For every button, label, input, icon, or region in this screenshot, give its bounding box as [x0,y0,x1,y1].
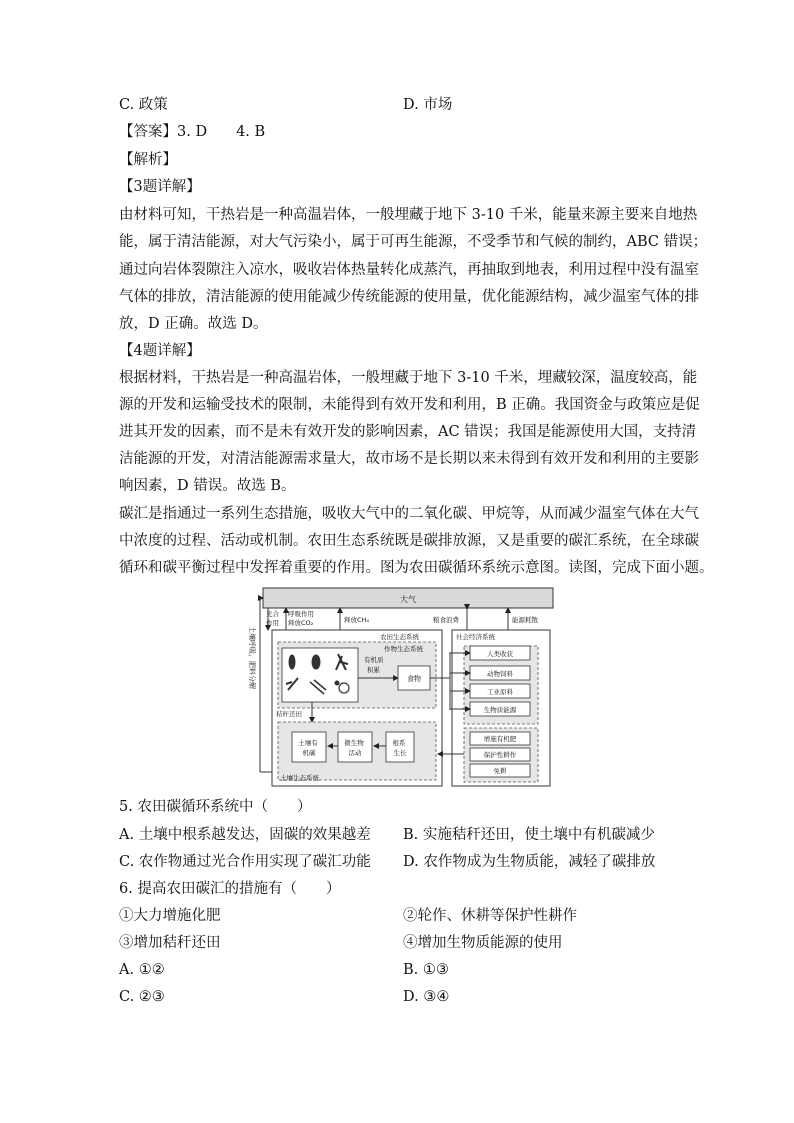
organic-fertilizer-label: 增施有机肥 [483,735,517,743]
no-till-label: 免耕 [493,767,507,775]
q5-option-b: B. 实施秸秆还田，使土壤中有机碳减少 [403,827,655,843]
feed-label: 动物饲料 [487,670,513,678]
q5-option-a: A. 土壤中根系越发达，固碳的效果越差 [119,827,371,843]
analysis-label: 【解析】 [119,152,177,168]
q6-option-b: B. ①③ [403,962,449,978]
root-growth-box [386,732,414,762]
organic-matter-label: 有机质 积累 [364,656,384,674]
harvest-label: 人类收获 [487,650,513,658]
food-label: 食物 [407,675,421,683]
soil-respiration-label: 土壤呼吸，肥料分解 [248,626,256,689]
conservation-tillage-label: 保护性耕作 [483,751,517,759]
root-growth-label: 根系 生长 [392,739,407,757]
respiration-label: 呼吸作用 释放CO₂ [288,610,314,627]
farmland-system-label: 农田生态系统 [380,633,419,641]
option-d-prev: D. 市场 [403,97,453,113]
q4-line: 洁能源的开发，对清洁能源需求量大，故市场不是长期以来未得到有效开发和利用的主要影 [119,451,699,467]
methane-label: 释放CH₄ [344,616,370,624]
carbon-cycle-diagram [240,586,556,792]
q4-line: 响因素，D 错误。故选 B。 [119,478,296,494]
industrial-label: 工业原料 [487,688,513,696]
q3-line: 气体的排放，清洁能源的使用能减少传统能源的使用量，优化能源结构，减少温室气体的排 [119,289,699,305]
q6-item-2: ②轮作、休耕等保护性耕作 [403,908,577,924]
soil-organic-carbon-label: 土壤有 机碳 [298,739,318,757]
q5-option-d: D. 农作物成为生物质能，减轻了碳排放 [403,854,656,870]
seed-icon [335,681,339,685]
q5-option-c: C. 农作物通过光合作用实现了碳汇功能 [119,854,371,870]
q3-line: 由材料可知，干热岩是一种高温岩体，一般埋藏于地下 3-10 千米，能量来源主要来自地热 [119,207,698,223]
energy-use-label: 能源耗散 [512,616,538,624]
photosynthesis-label: 光合 作用 [266,610,279,627]
microbial-activity-box [338,732,372,762]
q4-line: 根据材料，干热岩是一种高温岩体，一般埋藏于地下 3-10 千米，埋藏较深，温度较高，能 [119,370,698,386]
q4-line: 进其开发的因素，而不是未有效开发的影响因素，AC 错误；我国是能源使用大国，支持清 [119,424,697,440]
wheat-icon [289,655,295,669]
microbial-activity-label: 微生物 活动 [344,739,364,757]
q5-stem: 5. 农田碳循环系统中（ ） [119,799,312,815]
option-c-prev: C. 政策 [119,97,168,113]
passage-line: 碳汇是指通过一系列生态措施，吸收大气中的二氧化碳、甲烷等，从而减少温室气体在大气 [119,506,699,522]
q3-line: 放，D 正确。故选 D。 [119,316,268,332]
q6-stem: 6. 提高农田碳汇的措施有（ ） [119,881,341,897]
soil-organic-carbon-box [292,732,326,762]
soil-system-label: 土壤生态系统 [280,774,319,782]
atmosphere-label: 大气 [400,595,416,604]
q6-option-d: D. ③④ [403,989,450,1005]
q3-line: 通过向岩体裂隙注入凉水，吸收岩体热量转化成蒸汽，再抽取到地表，利用过程中没有温室 [119,262,699,278]
answer-line: 【答案】3. D 4. B [119,124,266,140]
passage-line: 中浓度的过程、活动或机制。农田生态系统既是碳排放源，又是重要的碳汇系统，在全球碳 [119,533,699,549]
q4-line: 源的开发和运输受技术的限制，未能得到有效开发和利用，B 正确。我国资金与政策应是促 [119,397,700,413]
passage-line: 循环和碳平衡过程中发挥着重要的作用。图为农田碳循环系统示意图。读图，完成下面小题。 [119,560,714,576]
straw-return-label: 秸秆还田 [276,710,302,718]
grain-waste-label: 粮食浪费 [433,616,459,624]
q6-item-1: ①大力增施化肥 [119,908,221,924]
q3-label: 【3题详解】 [119,179,201,195]
q6-option-a: A. ①② [119,962,165,978]
q6-item-4: ④增加生物质能源的使用 [403,935,563,951]
q4-label: 【4题详解】 [119,343,201,359]
q6-item-3: ③增加秸秆还田 [119,935,221,951]
socio-system-label: 社会经济系统 [456,633,495,641]
bioenergy-label: 生物质能源 [483,706,517,714]
crop-system-label: 作物生态系统 [384,645,423,653]
q3-line: 能，属于清洁能源，对大气污染小，属于可再生能源，不受季节和气候的制约，ABC 错误； [119,234,708,250]
corn-icon [312,655,320,669]
q6-option-c: C. ②③ [119,989,165,1005]
